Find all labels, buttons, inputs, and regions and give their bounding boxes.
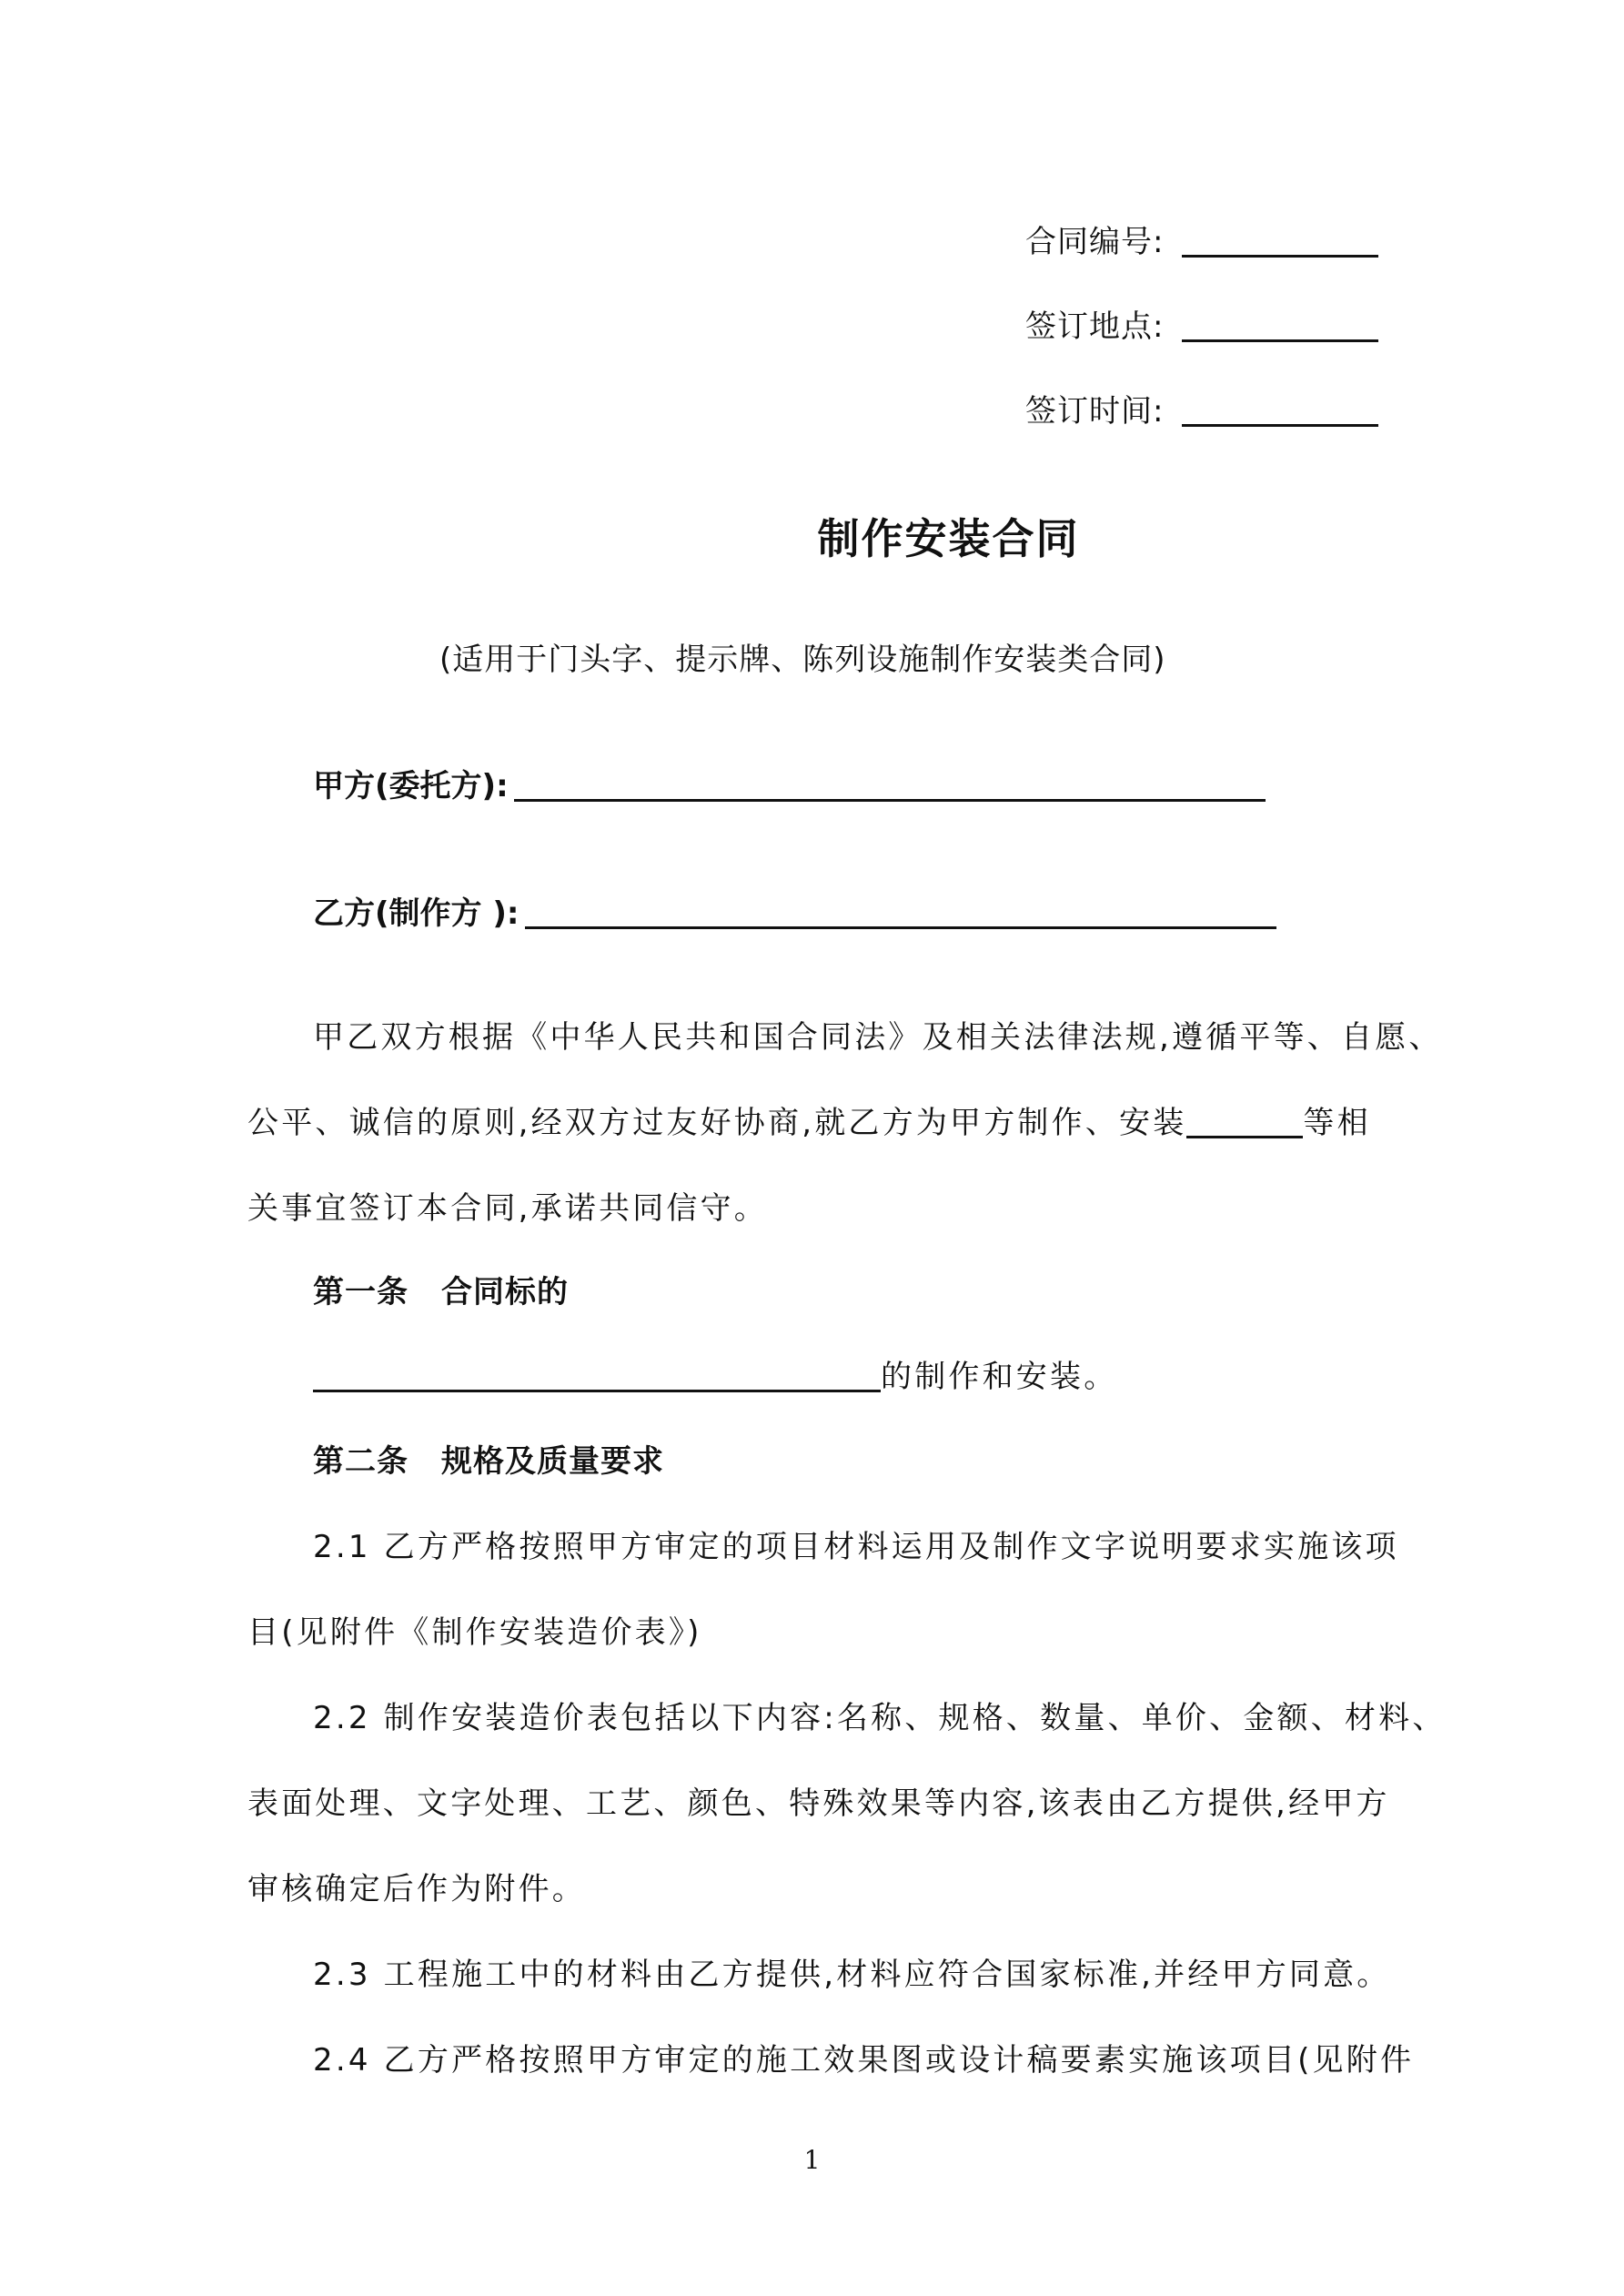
article-1-title: 合同标的 (441, 1274, 569, 1310)
preamble-line-2-text-a: 公平、诚信的原则,经双方过友好协商,就乙方为甲方制作、安装 (247, 1105, 1187, 1141)
signing-time-blank[interactable] (1182, 397, 1378, 427)
clause-2-1-line-1: 2.1 乙方严格按照甲方审定的项目材料运用及制作文字说明要求实施该项 (313, 1529, 1399, 1565)
contract-number-label: 合同编号: (1025, 224, 1165, 260)
preamble-line-3: 关事宜签订本合同,承诺共同信守。 (247, 1190, 769, 1227)
article-1-number: 第一条 (313, 1274, 409, 1310)
signing-place-label: 签订地点: (1025, 308, 1165, 345)
contract-number-field (1025, 217, 1378, 261)
clause-2-3-line-1: 2.3 工程施工中的材料由乙方提供,材料应符合国家标准,并经甲方同意。 (313, 1957, 1391, 1993)
preamble-items-blank[interactable] (1186, 1108, 1303, 1138)
signing-time-field (1025, 386, 1378, 430)
signing-time-label: 签订时间: (1025, 393, 1165, 430)
party-a-label: 甲方(委托方): (313, 768, 509, 804)
article-2-title: 规格及质量要求 (441, 1443, 664, 1480)
article-2-number: 第二条 (313, 1443, 409, 1480)
clause-2-4-line-1: 2.4 乙方严格按照甲方审定的施工效果图或设计稿要素实施该项目(见附件 (313, 2042, 1415, 2079)
party-b-label: 乙方(制作方 ): (313, 895, 519, 932)
party-a (313, 761, 1266, 805)
contract-subject-blank[interactable] (313, 1362, 881, 1392)
preamble-line-2 (247, 1097, 1371, 1142)
clause-2-2-line-1: 2.2 制作安装造价表包括以下内容:名称、规格、数量、单价、金额、材料、 (313, 1700, 1447, 1736)
document-title: 制作安装合同 (817, 514, 1080, 563)
clause-2-2-line-3: 审核确定后作为附件。 (247, 1871, 586, 1907)
preamble-line-1: 甲乙双方根据《中华人民共和国合同法》及相关法律法规,遵循平等、自愿、 (313, 1019, 1443, 1056)
article-1-subject-suffix: 的制作和安装。 (881, 1359, 1118, 1395)
article-1-subject (313, 1351, 1117, 1396)
page-number: 1 (803, 2145, 821, 2175)
clause-2-2-line-2: 表面处理、文字处理、工艺、颜色、特殊效果等内容,该表由乙方提供,经甲方 (247, 1785, 1390, 1822)
party-b (313, 888, 1276, 933)
party-b-blank[interactable] (525, 899, 1276, 929)
document-subtitle: (适用于门头字、提示牌、陈列设施制作安装类合同) (439, 642, 1166, 678)
signing-place-field (1025, 301, 1378, 346)
signing-place-blank[interactable] (1182, 312, 1378, 342)
preamble-line-2-text-b: 等相 (1303, 1105, 1371, 1141)
clause-2-1-line-2: 目(见附件《制作安装造价表》) (247, 1614, 702, 1651)
contract-number-blank[interactable] (1182, 228, 1378, 258)
party-a-blank[interactable] (514, 772, 1266, 802)
article-2-heading (313, 1436, 664, 1481)
article-1-heading (313, 1267, 569, 1311)
